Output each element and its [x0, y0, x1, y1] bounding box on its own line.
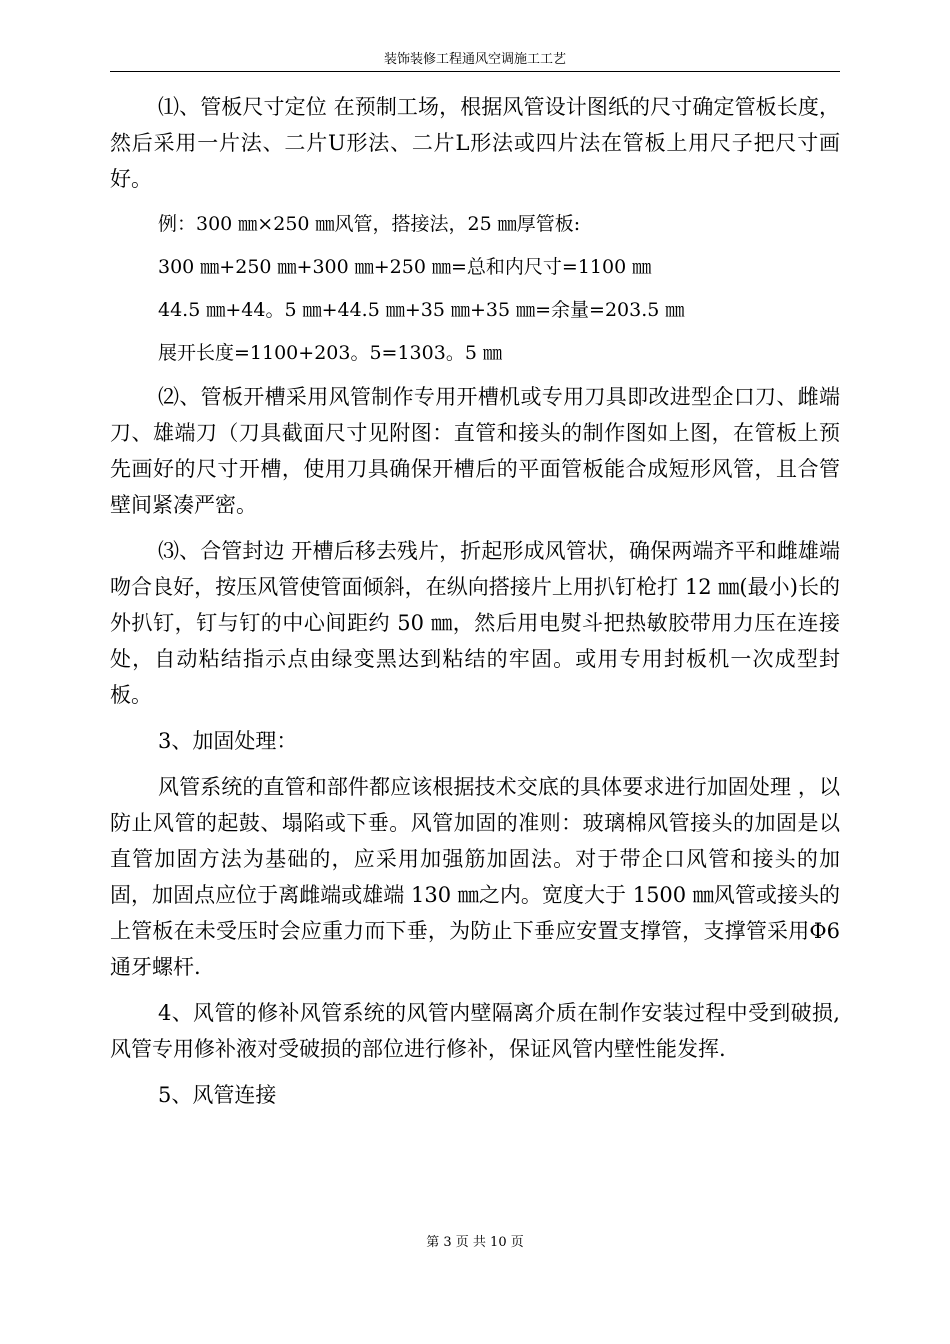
document-body: [110, 89, 840, 1123]
calc-inner-size: 300 ㎜+250 ㎜+300 ㎜+250 ㎜=总和内尺寸=1100 ㎜: [158, 256, 652, 278]
paragraph-repair: 4、风管的修补风管系统的风管内壁隔离介质在制作安装过程中受到破损,风管专用修补液对受破损的部位进行修补，保证风管内壁性能发挥.: [110, 1001, 840, 1061]
header-divider: [110, 71, 840, 72]
paragraph-sealing: ⑶、合管封边 开槽后移去残片，折起形成风管状，确保两端齐平和雌雄端吻合良好，按压风管使管面倾斜，在纵向搭接片上用扒钉枪打 12 ㎜(最小)长的外扒钉，钉与钉的中心间距约 50 ㎜，然后用电熨斗把热敏胶带用力压在连接处，自动粘结指示点由绿变黑达到粘结的牢固。或用专用封板机一次成型封板。: [110, 539, 840, 707]
header-title: 装饰装修工程通风空调施工工艺: [383, 52, 566, 67]
heading-duct-connection: 5、风管连接: [158, 1083, 277, 1107]
paragraph-reinforcement: 风管系统的直管和部件都应该根据技术交底的具体要求进行加固处理 ，以防止风管的起鼓、塌陷或下垂。风管加固的准则：玻璃棉风管接头的加固是以直管加固方法为基础的，应采用加强筋加固法。对于带企口风管和接头的加固，加固点应位于离雌端或雄端 130 ㎜之内。宽度大于 1500 ㎜风管或接头的上管板在未受压时会应重力而下垂，为防止下垂应安置支撑管，支撑管采用Φ6 通牙螺杆.: [110, 775, 840, 979]
paragraph-grooving: ⑵、管板开槽采用风管制作专用开槽机或专用刀具即改进型企口刀、雌端刀、雄端刀（刀具截面尺寸见附图：直管和接头的制作图如上图，在管板上预先画好的尺寸开槽，使用刀具确保开槽后的平面管板能合成短形风管，且合管壁间紧凑严密。: [110, 385, 840, 517]
paragraph-duct-sizing: ⑴、管板尺寸定位 在预制工场，根据风管设计图纸的尺寸确定管板长度，然后采用一片法、二片U形法、二片L形法或四片法在管板上用尺子把尺寸画好。: [110, 95, 840, 191]
calc-allowance: 44.5 ㎜+44。5 ㎜+44.5 ㎜+35 ㎜+35 ㎜=余量=203.5 ㎜: [158, 299, 685, 321]
heading-reinforcement: 3、加固处理：: [158, 729, 298, 753]
page-number: 第 3 页 共 10 页: [426, 1235, 524, 1250]
calc-unfolded-length: 展开长度=1100+203。5=1303。5 ㎜: [158, 342, 502, 364]
example-line: 例：300 ㎜×250 ㎜风管，搭接法，25 ㎜厚管板:: [158, 213, 581, 235]
